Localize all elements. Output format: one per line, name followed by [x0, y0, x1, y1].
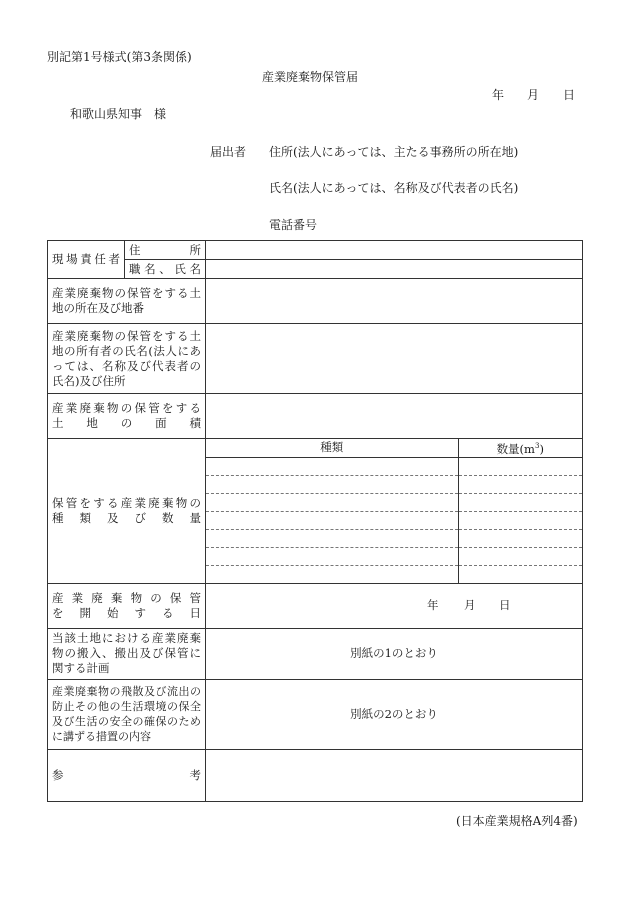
waste-type-row-5[interactable] — [206, 529, 458, 547]
land-location-field[interactable] — [206, 279, 583, 324]
start-day-label: 日 — [499, 598, 511, 613]
form-title: 産業廃棄物保管届 — [262, 70, 359, 84]
col-qty-header: 数量$(m^3)$ — [458, 439, 582, 457]
remarks-label: 参 考 — [48, 749, 206, 801]
remarks-field[interactable] — [206, 749, 583, 801]
start-date-label-line2: を開始する日 — [52, 605, 201, 620]
site-manager-address-field[interactable] — [206, 241, 583, 260]
land-area-label — [48, 394, 206, 439]
site-manager-address-label: 住 所 — [125, 241, 206, 260]
start-date-field[interactable] — [206, 583, 583, 628]
measure-field[interactable] — [206, 679, 583, 749]
paper-standard-note: (日本産業規格A列4番) — [456, 814, 578, 828]
site-manager-label: 現場責任者 — [48, 241, 125, 279]
waste-type-row-3[interactable] — [206, 493, 458, 511]
land-area-label-line2: 土地の面積 — [52, 416, 201, 430]
addressee: 和歌山県知事 様 — [70, 107, 167, 121]
site-manager-name-label: 職名、氏名 — [125, 260, 206, 279]
waste-type-row-7[interactable] — [206, 565, 458, 583]
plan-field[interactable] — [206, 628, 583, 679]
form-number: 別記第1号様式(第3条関係) — [47, 50, 192, 64]
waste-type-row-1[interactable] — [206, 457, 458, 475]
storage-notification-table — [47, 240, 583, 802]
waste-type-label-line2: 種類及び数量 — [52, 510, 201, 525]
waste-type-row-6[interactable] — [206, 547, 458, 565]
waste-type-grid-cell — [206, 439, 583, 584]
date-month-label: 月 — [527, 88, 540, 102]
measure-value: 別紙の2のとおり — [350, 706, 438, 721]
plan-value: 別紙の1のとおり — [350, 646, 438, 661]
land-location-label: 産業廃棄物の保管をする土地の所在及び地番 — [48, 279, 206, 324]
land-area-field[interactable] — [206, 394, 583, 439]
land-owner-field[interactable] — [206, 324, 583, 394]
site-manager-name-field[interactable] — [206, 260, 583, 279]
waste-qty-row-2[interactable] — [458, 475, 582, 493]
plan-label: 当該土地における産業廃棄物の搬入、搬出及び保管に関する計画 — [48, 628, 206, 679]
waste-qty-row-3[interactable] — [458, 493, 582, 511]
land-area-label-line1: 産業廃棄物の保管をする — [52, 401, 201, 415]
applicant-name-label: 氏名(法人にあっては、名称及び代表者の氏名) — [269, 181, 519, 195]
waste-type-grid — [206, 439, 582, 583]
applicant-address-label: 住所(法人にあっては、主たる事務所の所在地) — [269, 145, 519, 159]
phone-label: 電話番号 — [269, 218, 318, 232]
date-day-label: 日 — [563, 88, 576, 102]
waste-type-row-4[interactable] — [206, 511, 458, 529]
waste-qty-row-1[interactable] — [458, 457, 582, 475]
land-owner-label: 産業廃棄物の保管をする土地の所有者の氏名(法人にあっては、名称及び代表者の氏名)及び住所 — [48, 324, 206, 394]
measure-label: 産業廃棄物の飛散及び流出の防止その他の生活環境の保全及び生活の安全の確保のために講ずる措置の内容 — [48, 679, 206, 749]
applicant-label: 届出者 — [210, 145, 247, 159]
start-year-label: 年 — [427, 598, 439, 613]
col-type-header: 種類 — [206, 439, 458, 457]
start-date-label-line1: 産業廃棄物の保管 — [52, 590, 201, 605]
waste-type-row-2[interactable] — [206, 475, 458, 493]
start-date-label — [48, 583, 206, 628]
start-month-label: 月 — [464, 598, 476, 613]
waste-qty-row-4[interactable] — [458, 511, 582, 529]
waste-qty-row-6[interactable] — [458, 547, 582, 565]
waste-type-label-line1: 保管をする産業廃棄物の — [52, 495, 201, 510]
waste-type-label — [48, 439, 206, 584]
waste-qty-row-5[interactable] — [458, 529, 582, 547]
waste-qty-row-7[interactable] — [458, 565, 582, 583]
date-year-label: 年 — [492, 88, 505, 102]
